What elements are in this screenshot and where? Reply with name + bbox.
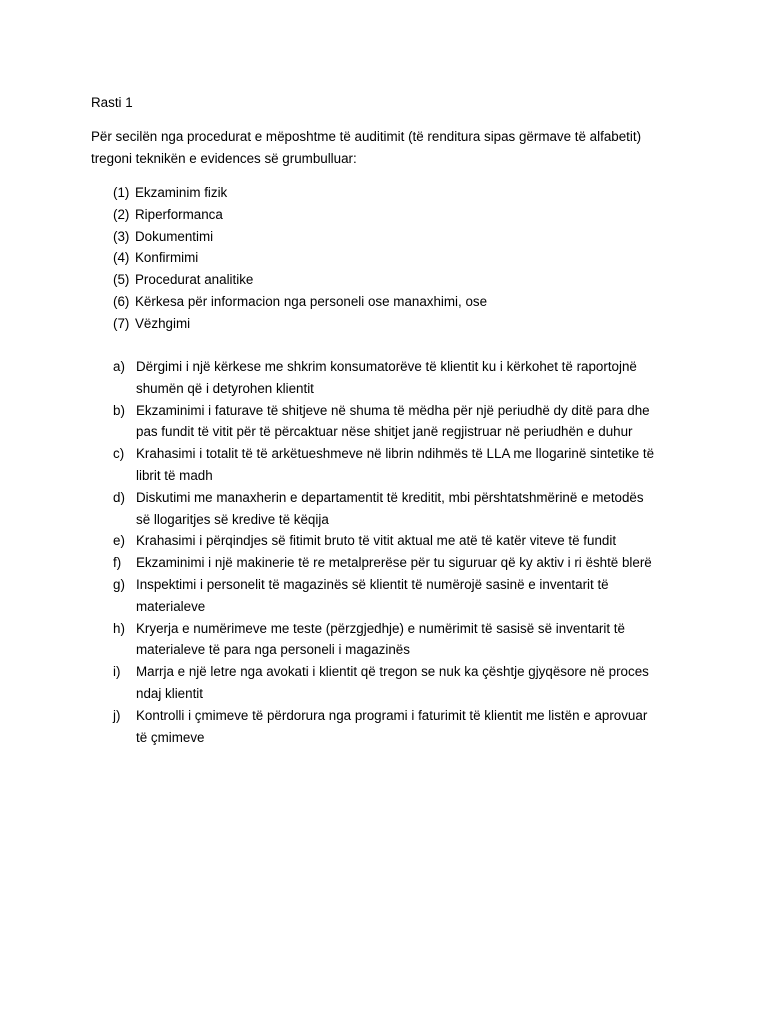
intro-line: Për secilën nga procedurat e mëposhtme të auditimit (të renditura sipas gërmave të alfabetit) — [91, 129, 642, 144]
procedure-text — [136, 618, 625, 662]
technique-text: Vëzhgimi — [135, 315, 191, 331]
procedure-list — [113, 356, 683, 748]
procedure-item — [113, 530, 683, 552]
procedure-line: Marrja e një letre nga avokati i klientit që tregon se nuk ka çështje gjyqësore në proces — [136, 664, 649, 680]
procedure-text — [136, 400, 650, 444]
technique-text: Kërkesa për informacion nga personeli ose manaxhimi, ose — [135, 293, 488, 309]
procedure-item — [113, 705, 683, 749]
technique-item — [113, 204, 673, 226]
technique-text: Procedurat analitike — [135, 272, 254, 288]
procedure-line: materialeve — [136, 598, 206, 614]
procedure-line: pas fundit të vitit për të përcaktuar nëse shitjet janë regjistruar në periudhën e duhur — [136, 424, 633, 440]
technique-number: (5) — [113, 272, 130, 288]
procedure-letter: d) — [113, 489, 125, 505]
procedure-letter: a) — [113, 359, 125, 374]
procedure-item — [113, 618, 683, 662]
procedure-line: Krahasimi i totalit të të arkëtueshmeve në librin ndihmës të LLA me llogarinë sintetike të — [136, 446, 655, 462]
procedure-line: Kryerja e numërimeve me teste (përzgjedhje) e numërimit të sasisë së inventarit të — [136, 620, 625, 636]
procedure-text — [136, 705, 647, 749]
procedure-line: Ekzaminimi i faturave të shitjeve në shuma të mëdha për një periudhë dy ditë para dhe — [136, 402, 650, 418]
procedure-letter: i) — [113, 664, 121, 680]
technique-text: Ekzaminim fizik — [135, 185, 228, 200]
technique-text: Konfirmimi — [135, 250, 199, 266]
procedure-line: ndaj klientit — [136, 685, 203, 701]
procedure-text — [136, 661, 649, 705]
procedure-text — [136, 356, 637, 400]
technique-list — [113, 182, 673, 335]
procedure-item — [113, 661, 683, 705]
procedure-letter: c) — [113, 446, 125, 462]
technique-number: (2) — [113, 206, 130, 222]
procedure-text — [136, 487, 644, 531]
technique-number: (4) — [113, 250, 130, 266]
procedure-item — [113, 574, 683, 618]
procedure-text — [136, 574, 609, 618]
procedure-line: Dërgimi i një kërkese me shkrim konsumatorëve të klientit ku i kërkohet të raportojnë — [136, 359, 637, 374]
technique-number: (6) — [113, 293, 130, 309]
technique-text: Riperformanca — [135, 206, 223, 222]
procedure-line: Ekzaminimi i një makinerie të re metalprerëse për tu siguruar që ky aktiv i ri është blerë — [136, 555, 652, 571]
procedure-item — [113, 487, 683, 531]
technique-number: (1) — [113, 185, 130, 200]
procedure-letter: e) — [113, 533, 125, 549]
technique-number: (3) — [113, 228, 130, 244]
technique-item — [113, 269, 673, 291]
procedure-letter: h) — [113, 620, 125, 636]
procedure-text — [136, 552, 652, 574]
technique-text: Dokumentimi — [135, 228, 214, 244]
technique-number: (7) — [113, 315, 130, 331]
procedure-letter: b) — [113, 402, 125, 418]
procedure-letter: j) — [113, 707, 121, 723]
procedure-line: Krahasimi i përqindjes së fitimit bruto të vitit aktual me atë të katër viteve të fundit — [136, 533, 617, 549]
procedure-line: së llogaritjes së kredive të këqija — [136, 511, 329, 527]
case-title: Rasti 1 — [91, 95, 133, 110]
procedure-item — [113, 356, 683, 400]
technique-item — [113, 291, 673, 313]
intro-paragraph — [91, 126, 691, 170]
procedure-line: Kontrolli i çmimeve të përdorura nga programi i faturimit të klientit me listën e aprovuar — [136, 707, 648, 723]
procedure-text — [136, 443, 654, 487]
procedure-item — [113, 400, 683, 444]
intro-line: tregoni teknikën e evidences së grumbulluar: — [91, 150, 357, 166]
procedure-line: librit të madh — [136, 467, 213, 483]
procedure-text — [136, 530, 616, 552]
procedure-line: të çmimeve — [136, 729, 205, 745]
technique-item — [113, 313, 673, 335]
procedure-item — [113, 443, 683, 487]
procedure-item — [113, 552, 683, 574]
procedure-letter: g) — [113, 576, 125, 592]
procedure-line: shumën që i detyrohen klientit — [136, 380, 314, 396]
procedure-line: Inspektimi i personelit të magazinës së klientit të numërojë sasinë e inventarit të — [136, 576, 609, 592]
procedure-line: Diskutimi me manaxherin e departamentit të kreditit, mbi përshtatshmërinë e metodës — [136, 489, 644, 505]
procedure-line: materialeve të para nga personeli i magazinës — [136, 642, 410, 658]
technique-item — [113, 247, 673, 269]
technique-item — [113, 226, 673, 248]
procedure-letter: f) — [113, 555, 122, 571]
technique-item — [113, 182, 673, 204]
